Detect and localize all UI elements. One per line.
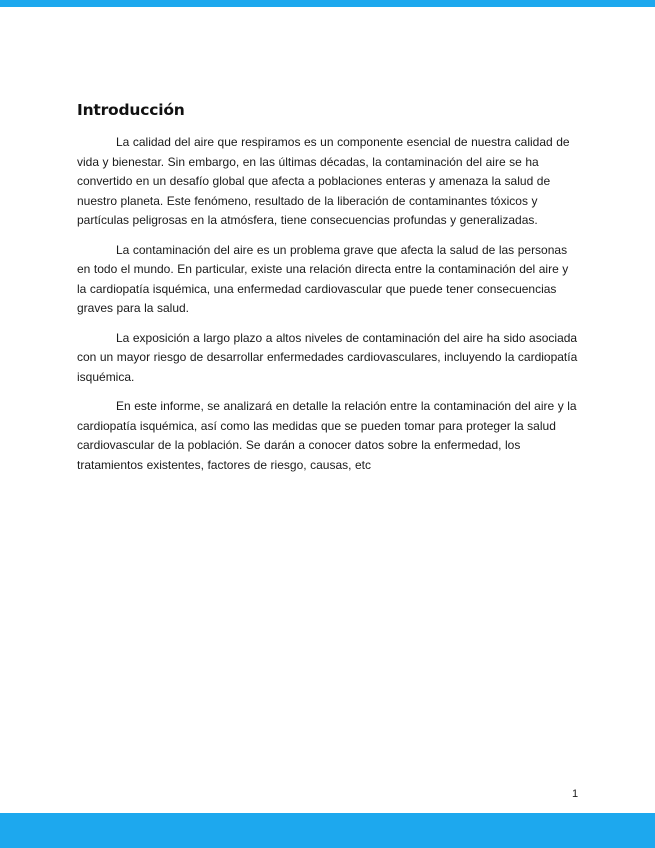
paragraph-2: La contaminación del aire es un problema grave que afecta la salud de las personas en todo el mundo. En particular, existe una relación directa entre la contaminación del aire y la cardiopatía isquémica, una enfermedad cardiovascular que puede tener consecuencias graves para la salud. <box>77 242 569 315</box>
top-accent-bar <box>0 0 655 7</box>
section-title: Introducción <box>77 101 185 119</box>
paragraph-4: En este informe, se analizará en detalle la relación entre la contaminación del aire y la cardiopatía isquémica, así como las medidas que se pueden tomar para proteger la salud cardiovascular de la población. Se darán a conocer datos sobre la enfermedad, los tratamientos existentes, factores de riesgo, causas, etc <box>77 399 577 472</box>
bottom-accent-bar <box>0 813 655 848</box>
paragraph-3: La exposición a largo plazo a altos niveles de contaminación del aire ha sido asociada con un mayor riesgo de desarrollar enfermedades cardiovasculares, incluyendo la cardiopatía isquémica. <box>77 330 578 384</box>
page-number: 1 <box>571 788 579 800</box>
paragraph-1: La calidad del aire que respiramos es un componente esencial de nuestra calidad de vida y bienestar. Sin embargo, en las últimas décadas, la contaminación del aire se ha convertido en un desafío global que afecta a poblaciones enteras y amenaza la salud de nuestro planeta. Este fenómeno, resultado de la liberación de contaminantes tóxicos y partículas peligrosas en la atmósfera, tiene consecuencias profundas y generalizadas. <box>77 135 570 227</box>
document-body <box>77 99 579 485</box>
